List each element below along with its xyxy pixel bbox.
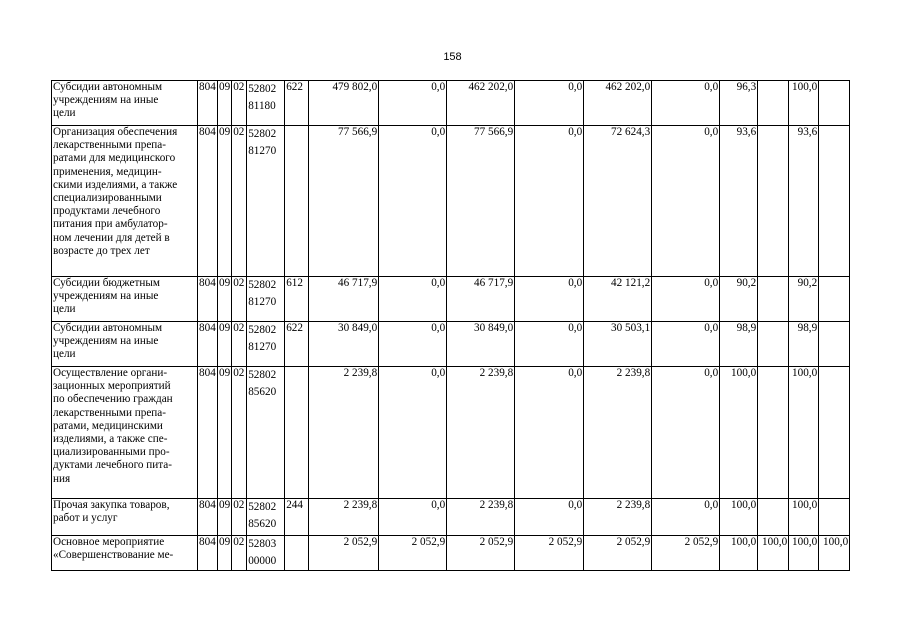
- value-approved: 46 717,9: [309, 277, 379, 322]
- value-plan-federal: 0,0: [515, 277, 584, 322]
- code-pr: 02: [232, 126, 247, 277]
- row-name-line: ном лечении для детей в: [53, 231, 170, 244]
- code-rz: 09: [218, 536, 232, 571]
- code-csr-part: 81270: [248, 341, 277, 353]
- code-rz: 09: [218, 126, 232, 277]
- value-approved: 30 849,0: [309, 322, 379, 367]
- value-plan: 46 717,9: [447, 277, 515, 322]
- row-name-line: учреждениям на иные: [53, 94, 159, 107]
- value-executed-federal: 0,0: [652, 499, 720, 536]
- table-row: [52, 126, 850, 277]
- value-executed-federal: 0,0: [652, 322, 720, 367]
- row-name-line: Субсидии бюджетным: [53, 277, 160, 289]
- percent-4: [819, 81, 850, 126]
- table-row: [52, 536, 850, 571]
- row-name-line: «Совершенствование ме-: [53, 549, 174, 562]
- value-approved: 77 566,9: [309, 126, 379, 277]
- percent-3: 93,6: [789, 126, 819, 277]
- value-executed-federal: 0,0: [652, 367, 720, 499]
- code-adm: 804: [198, 536, 218, 571]
- code-csr-part: 81270: [248, 296, 277, 308]
- row-name-line: питания при амбулатор-: [53, 218, 168, 231]
- row-name-line: цели: [53, 303, 76, 316]
- table-row: [52, 322, 850, 367]
- row-name-line: учреждениям на иные: [53, 290, 159, 303]
- row-name-line: Субсидии автономным: [53, 322, 163, 334]
- row-name-line: Прочая закупка товаров,: [53, 499, 170, 511]
- code-csr-part: 52802: [248, 83, 277, 95]
- table-body: [52, 81, 850, 571]
- value-executed: 2 239,8: [584, 367, 652, 499]
- code-vr: [285, 126, 309, 277]
- code-vr: [285, 536, 309, 571]
- value-plan: 2 052,9: [447, 536, 515, 571]
- code-adm: 804: [198, 322, 218, 367]
- value-executed-federal: 0,0: [652, 126, 720, 277]
- percent-4: [819, 367, 850, 499]
- row-name-line: применения, медицин-: [53, 165, 162, 178]
- code-rz: 09: [218, 322, 232, 367]
- percent-4: [819, 277, 850, 322]
- code-rz: 09: [218, 499, 232, 536]
- code-csr: [247, 367, 285, 499]
- code-csr: [247, 81, 285, 126]
- value-plan: 2 239,8: [447, 367, 515, 499]
- value-plan-federal: 0,0: [515, 322, 584, 367]
- value-approved-federal: 0,0: [379, 367, 447, 499]
- row-name-line: учреждениям на иные: [53, 335, 159, 348]
- code-csr: [247, 126, 285, 277]
- code-pr: 02: [232, 322, 247, 367]
- value-approved-federal: 0,0: [379, 81, 447, 126]
- percent-3: 100,0: [789, 81, 819, 126]
- code-pr: 02: [232, 277, 247, 322]
- value-approved-federal: 0,0: [379, 322, 447, 367]
- percent-2: [758, 322, 789, 367]
- value-executed: 42 121,2: [584, 277, 652, 322]
- row-name-line: цели: [53, 107, 76, 120]
- row-name-line: лекарственными препа-: [53, 406, 166, 419]
- code-csr-part: 52802: [248, 369, 277, 381]
- value-plan: 2 239,8: [447, 499, 515, 536]
- table-row: [52, 277, 850, 322]
- percent-2: [758, 499, 789, 536]
- percent-2: [758, 126, 789, 277]
- row-name-line: зационных мероприятий: [53, 380, 171, 393]
- value-executed: 30 503,1: [584, 322, 652, 367]
- value-approved: 479 802,0: [309, 81, 379, 126]
- value-plan-federal: 2 052,9: [515, 536, 584, 571]
- row-name-line: циализированными про-: [53, 446, 170, 459]
- table-row: [52, 81, 850, 126]
- code-vr: 612: [285, 277, 309, 322]
- percent-1: 100,0: [720, 536, 758, 571]
- budget-table: [51, 80, 850, 571]
- code-adm: 804: [198, 126, 218, 277]
- value-approved: 2 239,8: [309, 499, 379, 536]
- row-name-line: цели: [53, 348, 76, 361]
- value-approved-federal: 0,0: [379, 126, 447, 277]
- code-csr-part: 52802: [248, 128, 277, 140]
- row-name: [52, 367, 198, 499]
- code-csr: [247, 277, 285, 322]
- row-name-line: специализированными: [53, 192, 162, 205]
- percent-4: [819, 499, 850, 536]
- percent-1: 96,3: [720, 81, 758, 126]
- value-plan: 30 849,0: [447, 322, 515, 367]
- code-csr: [247, 322, 285, 367]
- code-csr-part: 52802: [248, 279, 277, 291]
- code-csr-part: 81270: [248, 145, 277, 157]
- code-pr: 02: [232, 81, 247, 126]
- row-name-line: Организация обеспечения: [53, 126, 178, 138]
- value-plan: 462 202,0: [447, 81, 515, 126]
- row-name-line: Осуществление органи-: [53, 367, 168, 379]
- value-executed: 2 239,8: [584, 499, 652, 536]
- value-plan-federal: 0,0: [515, 499, 584, 536]
- row-name-line: работ и услуг: [53, 512, 118, 525]
- code-csr: [247, 499, 285, 536]
- code-adm: 804: [198, 277, 218, 322]
- value-executed: 72 624,3: [584, 126, 652, 277]
- row-name-line: лекарственными препа-: [53, 139, 166, 152]
- row-name-line: продуктами лечебного: [53, 205, 161, 218]
- row-name: [52, 499, 198, 536]
- value-approved-federal: 0,0: [379, 277, 447, 322]
- value-executed-federal: 0,0: [652, 81, 720, 126]
- value-approved-federal: 2 052,9: [379, 536, 447, 571]
- value-plan-federal: 0,0: [515, 81, 584, 126]
- percent-3: 90,2: [789, 277, 819, 322]
- row-name-line: ния: [53, 472, 71, 485]
- code-csr-part: 85620: [248, 518, 277, 530]
- value-plan-federal: 0,0: [515, 367, 584, 499]
- code-rz: 09: [218, 277, 232, 322]
- code-adm: 804: [198, 81, 218, 126]
- percent-1: 93,6: [720, 126, 758, 277]
- percent-3: 100,0: [789, 536, 819, 571]
- code-csr-part: 52802: [248, 501, 277, 513]
- row-name-line: ратами для медицинского: [53, 152, 176, 165]
- row-name-line: ратами, медицинскими: [53, 419, 163, 432]
- code-vr: [285, 367, 309, 499]
- code-csr-part: 52802: [248, 324, 277, 336]
- percent-3: 100,0: [789, 499, 819, 536]
- value-plan-federal: 0,0: [515, 126, 584, 277]
- code-csr-part: 52803: [248, 538, 277, 550]
- code-vr: 622: [285, 322, 309, 367]
- code-csr: [247, 536, 285, 571]
- row-name-line: возрасте до трех лет: [53, 244, 150, 257]
- value-approved-federal: 0,0: [379, 499, 447, 536]
- value-executed-federal: 0,0: [652, 277, 720, 322]
- code-rz: 09: [218, 367, 232, 499]
- percent-1: 90,2: [720, 277, 758, 322]
- row-name-line: Основное мероприятие: [53, 536, 165, 548]
- percent-2: [758, 277, 789, 322]
- code-pr: 02: [232, 499, 247, 536]
- table-row: [52, 499, 850, 536]
- code-vr: 244: [285, 499, 309, 536]
- row-name: [52, 322, 198, 367]
- code-pr: 02: [232, 367, 247, 499]
- row-name: [52, 277, 198, 322]
- value-executed: 2 052,9: [584, 536, 652, 571]
- percent-1: 100,0: [720, 367, 758, 499]
- percent-3: 98,9: [789, 322, 819, 367]
- code-csr-part: 00000: [248, 555, 277, 567]
- percent-3: 100,0: [789, 367, 819, 499]
- row-name: [52, 126, 198, 277]
- percent-2: [758, 81, 789, 126]
- code-csr-part: 85620: [248, 386, 277, 398]
- percent-4: [819, 322, 850, 367]
- code-vr: 622: [285, 81, 309, 126]
- code-csr-part: 81180: [248, 100, 276, 112]
- value-approved: 2 052,9: [309, 536, 379, 571]
- row-name-line: по обеспечению граждан: [53, 393, 173, 406]
- row-name-line: Субсидии автономным: [53, 81, 163, 93]
- percent-1: 100,0: [720, 499, 758, 536]
- code-pr: 02: [232, 536, 247, 571]
- row-name-line: изделиями, а также спе-: [53, 433, 168, 446]
- row-name: [52, 81, 198, 126]
- percent-4: [819, 126, 850, 277]
- code-adm: 804: [198, 499, 218, 536]
- percent-2: [758, 367, 789, 499]
- value-executed-federal: 2 052,9: [652, 536, 720, 571]
- percent-1: 98,9: [720, 322, 758, 367]
- page-number: 158: [443, 51, 462, 63]
- code-adm: 804: [198, 367, 218, 499]
- value-approved: 2 239,8: [309, 367, 379, 499]
- value-executed: 462 202,0: [584, 81, 652, 126]
- row-name: [52, 536, 198, 571]
- row-name-line: скими изделиями, а также: [53, 178, 178, 191]
- code-rz: 09: [218, 81, 232, 126]
- percent-4: 100,0: [819, 536, 850, 571]
- value-plan: 77 566,9: [447, 126, 515, 277]
- percent-2: 100,0: [758, 536, 789, 571]
- table-row: [52, 367, 850, 499]
- row-name-line: дуктами лечебного пита-: [53, 459, 172, 472]
